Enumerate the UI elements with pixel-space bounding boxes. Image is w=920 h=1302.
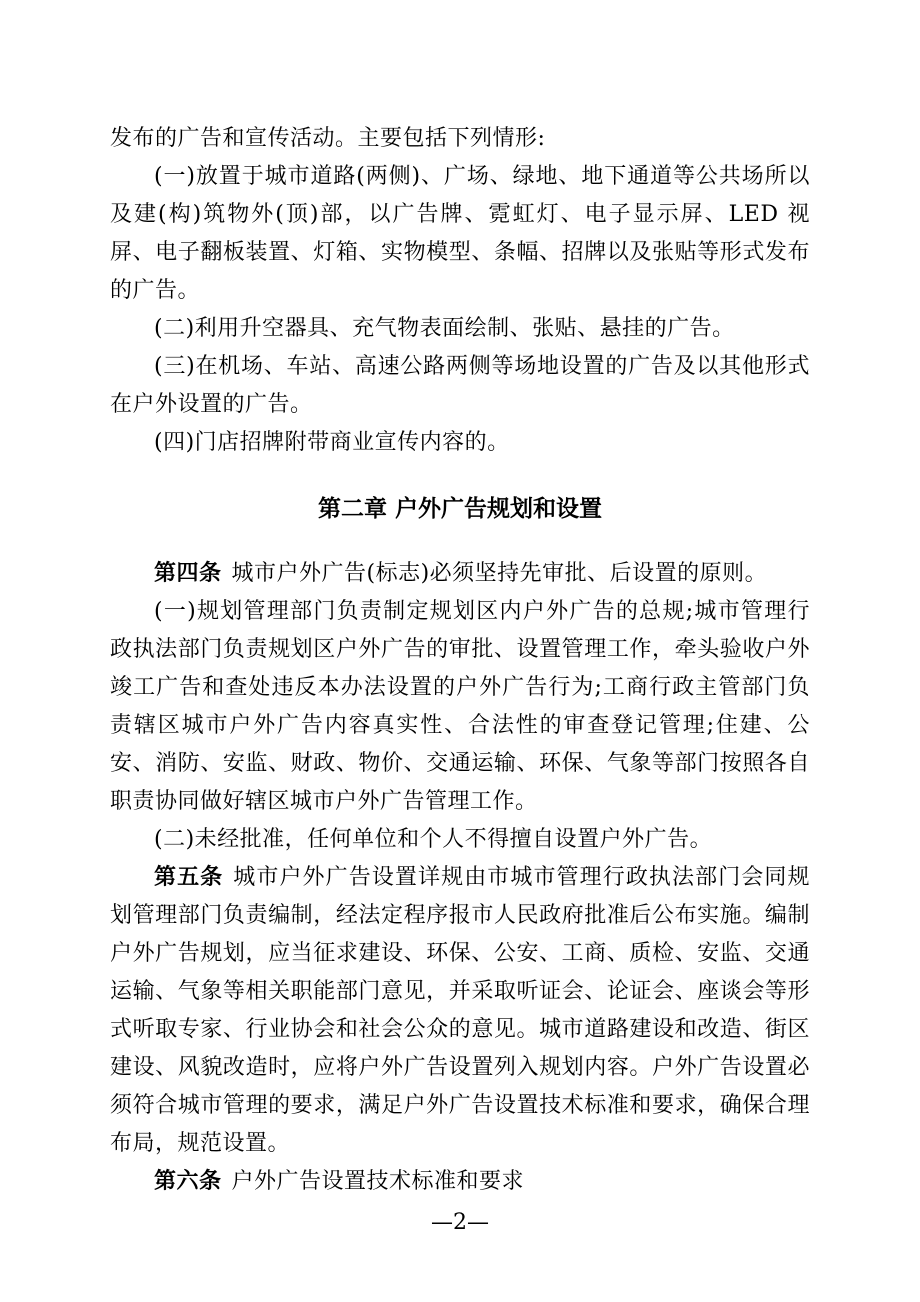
article-5-text: 城市户外广告设置详规由市城市管理行政执法部门会同规划管理部门负责编制，经法定程序报市人民政府批准后公布实施。编制户外广告规划，应当征求建设、环保、公安、工商、质检、安监、交通运输、气象等相关职能部门意见，并采取听证会、论证会、座谈会等形式听取专家、行业协会和社会公众的意见。城市道路建设和改造、街区建设、风貌改造时，应将户外广告设置列入规划内容。户外广告设置必须符合城市管理的要求，满足户外广告设置技术标准和要求，确保合理布局，规范设置。 bbox=[110, 865, 810, 1156]
chapter-title: 第二章 户外广告规划和设置 bbox=[317, 496, 602, 522]
article-4 bbox=[110, 555, 810, 593]
list-item-2: (二)利用升空器具、充气物表面绘制、张贴、悬挂的广告。 bbox=[154, 316, 735, 341]
article-4-item-1: (一)规划管理部门负责制定规划区内户外广告的总规;城市管理行政执法部门负责规划区户外广告的审批、设置管理工作，牵头验收户外竣工广告和查处违反本办法设置的户外广告行为;工商行政主管部门负责辖区城市户外广告内容真实性、合法性的审查登记管理;住建、公安、消防、安监、财政、物价、交通运输、环保、气象等部门按照各自职责协同做好辖区城市户外广告管理工作。 bbox=[110, 599, 810, 814]
article-4-item-2: (二)未经批准，任何单位和个人不得擅自设置户外广告。 bbox=[154, 827, 713, 852]
article-4-text: 城市户外广告(标志)必须坚持先审批、后设置的原则。 bbox=[231, 561, 768, 586]
list-item-4: (四)门店招牌附带商业宣传内容的。 bbox=[154, 430, 510, 455]
list-item-1: (一)放置于城市道路(两侧)、广场、绿地、地下通道等公共场所以及建(构)筑物外(顶)部，以广告牌、霓虹灯、电子显示屏、LED 视屏、电子翻板装置、灯箱、实物模型、条幅、招牌以及张贴等形式发布的广告。 bbox=[110, 164, 810, 303]
intro-paragraph: 发布的广告和宣传活动。主要包括下列情形: bbox=[110, 126, 546, 151]
list-item-3: (三)在机场、车站、高速公路两侧等场地设置的广告及以其他形式在户外设置的广告。 bbox=[110, 354, 810, 417]
document-page bbox=[110, 120, 810, 1201]
article-6 bbox=[110, 1163, 810, 1201]
article-6-label: 第六条 bbox=[154, 1169, 222, 1194]
article-4-label: 第四条 bbox=[154, 561, 222, 586]
article-5 bbox=[110, 859, 810, 1163]
article-6-text: 户外广告设置技术标准和要求 bbox=[231, 1169, 525, 1194]
page-number: —2— bbox=[431, 1210, 489, 1235]
article-5-label: 第五条 bbox=[154, 865, 224, 890]
